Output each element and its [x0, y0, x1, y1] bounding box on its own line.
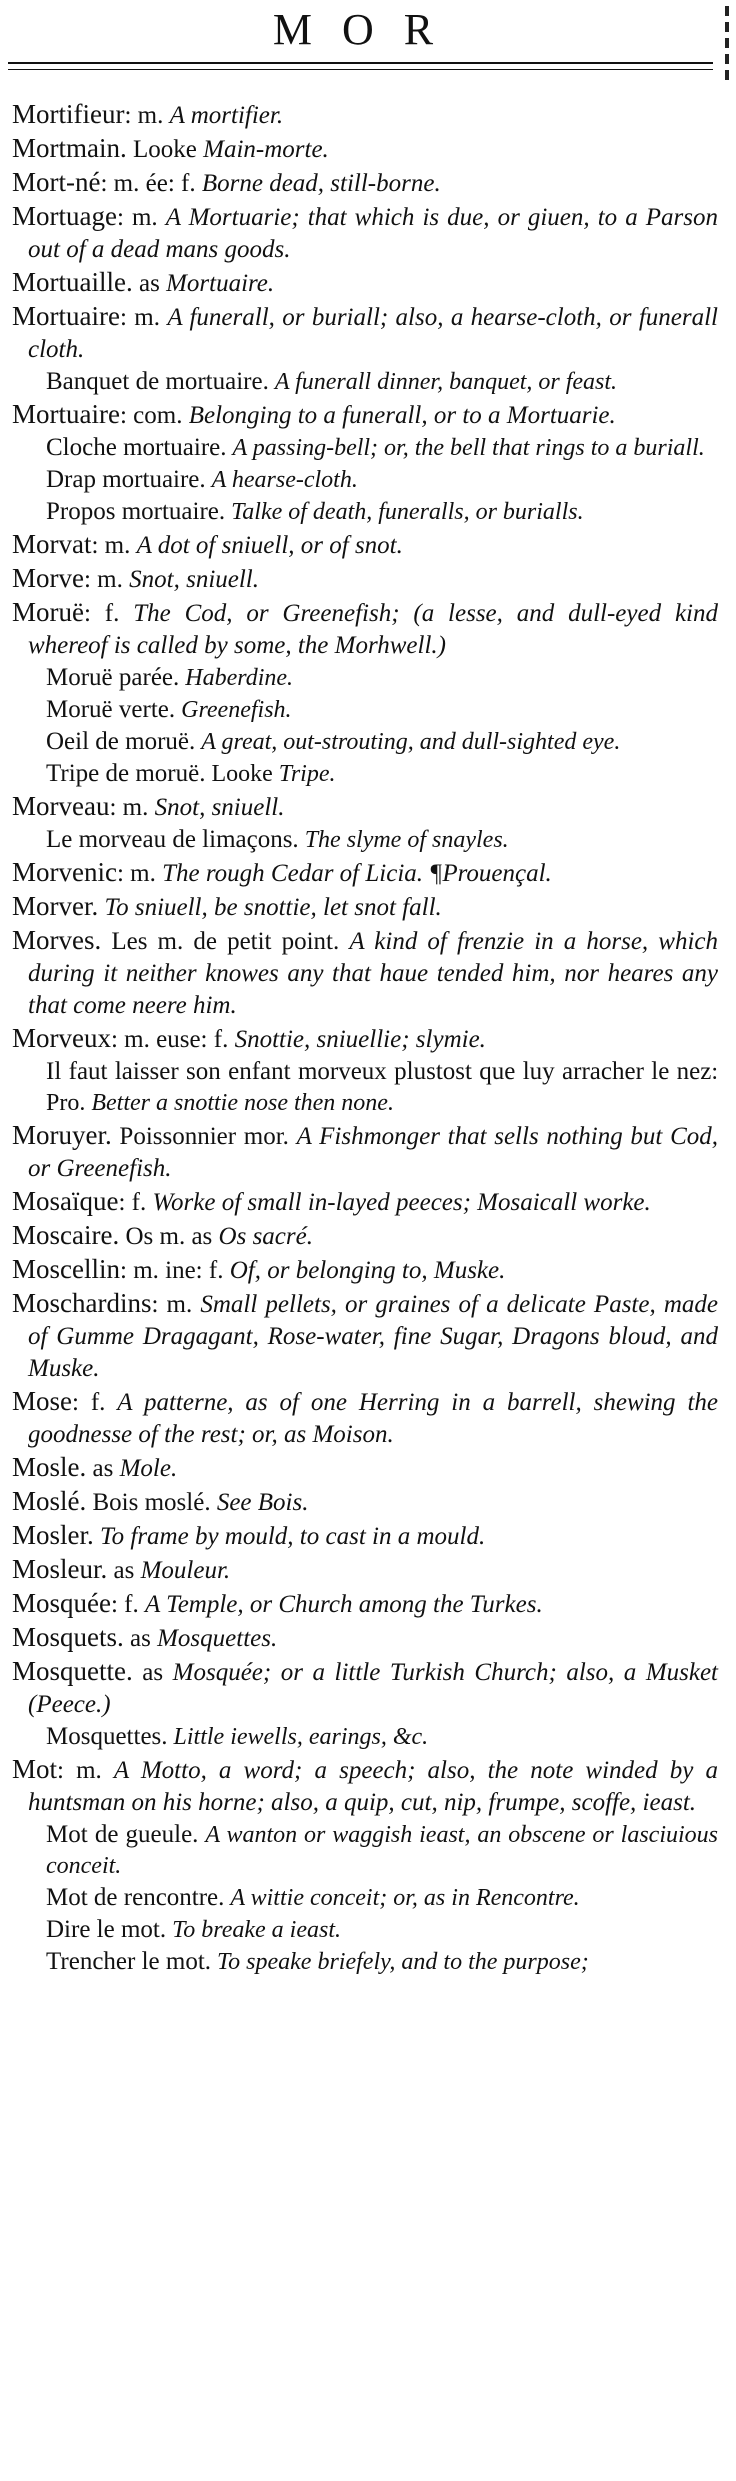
sub-entry — [46, 726, 718, 758]
dictionary-entry — [12, 562, 718, 596]
sub-entry — [46, 662, 718, 694]
dictionary-entry — [12, 398, 718, 432]
dictionary-entry — [12, 528, 718, 562]
sub-entry — [46, 1914, 718, 1946]
headword: Mosle. — [12, 1452, 87, 1482]
headword: Mortuaille. — [12, 267, 133, 297]
dictionary-entry — [12, 166, 718, 200]
sub-entry — [46, 1819, 718, 1882]
grammar-label: as — [86, 1455, 120, 1482]
headword: Mortuaire — [12, 399, 120, 429]
grammar-label: as — [123, 1625, 158, 1652]
sub-entry — [46, 1721, 718, 1753]
dictionary-entry — [12, 1621, 718, 1655]
dictionary-entry — [12, 1119, 718, 1185]
dictionary-entry — [12, 1253, 718, 1287]
definition: A dot of sniuell, or of snot. — [136, 532, 403, 559]
sub-entry — [46, 366, 718, 398]
definition: Haberdine. — [185, 665, 294, 691]
dictionary-entry — [12, 1185, 718, 1219]
definition: Little iewells, earings, &c. — [173, 1724, 429, 1750]
headword: Mose — [12, 1386, 72, 1416]
headword: Morvenic — [12, 857, 117, 887]
definition: Worke of small in-layed peeces; Mosaicall worke. — [152, 1189, 651, 1216]
grammar-label: : m. ée: f. — [100, 170, 202, 197]
dictionary-entry — [12, 1219, 718, 1253]
headword: Moscellin — [12, 1254, 120, 1284]
definition: See Bois. — [216, 1489, 309, 1516]
grammar-label: : f. — [83, 600, 134, 627]
headword: Moruë — [12, 597, 84, 627]
grammar-label: as — [132, 1659, 173, 1686]
headword: Mosquettes. — [46, 1723, 168, 1750]
sub-entry — [46, 1946, 718, 1978]
headword: Mosaïque — [12, 1186, 119, 1216]
definition: Snot, sniuell. — [154, 794, 285, 821]
definition: A wanton or waggish ieast, an obscene or lasciuious conceit. — [46, 1822, 718, 1879]
definition: Main-morte. — [203, 136, 329, 163]
headword: Le morveau de limaçons. — [46, 826, 299, 853]
dictionary-entry — [12, 1485, 718, 1519]
sub-entry — [46, 1882, 718, 1914]
headword: Mortmain. — [12, 133, 127, 163]
headword: Drap mortuaire. — [46, 466, 206, 493]
headword: Mortuage — [12, 201, 117, 231]
grammar-label: : m. — [91, 532, 137, 559]
grammar-label: : f. — [72, 1389, 118, 1416]
headword: Mortuaire — [12, 301, 120, 331]
headword: Moruyer. — [12, 1120, 112, 1150]
page-header: MOR — [272, 5, 464, 54]
headword: Il faut laisser son enfant morveux plustost que luy arracher le nez — [46, 1058, 712, 1085]
grammar-label: : m. — [116, 204, 166, 231]
dictionary-entry — [12, 1655, 718, 1721]
grammar-label: : m. — [119, 304, 168, 331]
headword: Mot — [12, 1754, 58, 1784]
definition: A wittie conceit; or, as in Rencontre. — [230, 1885, 580, 1911]
header-rule — [8, 62, 713, 64]
definition: A patterne, as of one Herring in a barrell, shewing the goodnesse of the rest; or, as Moison. — [28, 1389, 718, 1448]
definition: Mole. — [119, 1455, 178, 1482]
dictionary-entry — [12, 1553, 718, 1587]
definition: Talke of death, funeralls, or burialls. — [231, 499, 584, 525]
grammar-label: : f. — [118, 1189, 153, 1216]
dictionary-entry — [12, 790, 718, 824]
grammar-label: Looke — [205, 761, 279, 787]
definition: Mouleur. — [140, 1557, 231, 1584]
definition: A funerall dinner, banquet, or feast. — [274, 369, 618, 395]
headword: Mort-né — [12, 167, 101, 197]
headword: Moruë verte. — [46, 696, 176, 723]
headword: Propos mortuaire. — [46, 498, 226, 525]
headword: Banquet de mortuaire. — [46, 368, 269, 395]
dictionary-entry — [12, 1287, 718, 1385]
grammar-label: : f. — [110, 1591, 146, 1618]
grammar-label: Les m. de petit point. — [101, 928, 350, 955]
definition: Snot, sniuell. — [129, 566, 259, 593]
grammar-label: : Pro. — [46, 1059, 718, 1116]
headword: Mortifieur — [12, 99, 125, 129]
definition: Small pellets, or graines of a delicate Paste, made of Gumme Dragagant, Rose-water, fine Sugar, Dragons bloud, and Muske. — [28, 1291, 718, 1382]
definition: A Mortuarie; that which is due, or giuen, to a Parson out of a dead mans goods. — [28, 204, 718, 263]
dictionary-entry — [12, 200, 718, 266]
definition: The Cod, or Greenefish; (a lesse, and dull-eyed kind whereof is called by some, the Morhwell.) — [28, 600, 718, 659]
sub-entry — [46, 694, 718, 726]
grammar-label: Os m. as — [119, 1223, 219, 1250]
definition: Mortuaire. — [166, 270, 275, 297]
dictionary-entry — [12, 1451, 718, 1485]
headword: Oeil de moruë. — [46, 728, 196, 755]
definition: A Fishmonger that sells nothing but Cod, or Greenefish. — [28, 1123, 718, 1182]
header-rule-thin — [8, 69, 713, 70]
dictionary-entry — [12, 1753, 718, 1819]
grammar-label: Poissonnier mor. — [111, 1123, 297, 1150]
grammar-label: : m. — [109, 794, 155, 821]
grammar-label: : m. ine: f. — [120, 1257, 230, 1284]
sub-entry — [46, 824, 718, 856]
headword: Morveau — [12, 791, 110, 821]
definition: A passing-bell; or, the bell that rings to a buriall. — [232, 435, 705, 461]
dictionary-entry — [12, 98, 718, 132]
definition: Snottie, sniuellie; slymie. — [234, 1026, 486, 1053]
grammar-label: as — [107, 1557, 141, 1584]
definition: The rough Cedar of Licia. ¶Prouençal. — [162, 860, 552, 887]
grammar-label: Looke — [126, 136, 204, 163]
definition: The slyme of snayles. — [304, 827, 509, 853]
dictionary-entry — [12, 856, 718, 890]
definition: Os sacré. — [218, 1223, 313, 1250]
headword: Morves. — [12, 925, 102, 955]
definition: To sniuell, be snottie, let snot fall. — [104, 894, 442, 921]
grammar-label: : m. — [151, 1291, 201, 1318]
sub-entry — [46, 464, 718, 496]
headword: Tripe de moruë. — [46, 760, 206, 787]
dictionary-entry — [12, 1022, 718, 1056]
headword: Morver. — [12, 891, 99, 921]
headword: Trencher le mot. — [46, 1948, 212, 1975]
definition: Mosquettes. — [157, 1625, 278, 1652]
definition: Of, or belonging to, Muske. — [229, 1257, 506, 1284]
dictionary-entry — [12, 596, 718, 662]
headword: Moruë parée. — [46, 664, 180, 691]
definition: A mortifier. — [169, 102, 284, 129]
definition: Belonging to a funerall, or to a Mortuarie. — [188, 402, 616, 429]
grammar-label: as — [132, 270, 167, 297]
grammar-label: : com. — [119, 402, 189, 429]
dictionary-entry — [12, 1519, 718, 1553]
headword: Mosquets. — [12, 1622, 124, 1652]
definition: A great, out-strouting, and dull-sighted eye. — [201, 729, 621, 755]
definition: To speake briefely, and to the purpose; — [217, 1949, 589, 1975]
grammar-label: : m. — [116, 860, 163, 887]
grammar-label: : m. — [57, 1757, 114, 1784]
definition: A Temple, or Church among the Turkes. — [145, 1591, 543, 1618]
headword: Mot de rencontre. — [46, 1884, 225, 1911]
headword: Morve — [12, 563, 84, 593]
dictionary-entry — [12, 924, 718, 1022]
definition: Better a snottie nose then none. — [91, 1090, 394, 1116]
definition: To frame by mould, to cast in a mould. — [100, 1523, 486, 1550]
headword: Mot de gueule. — [46, 1821, 199, 1848]
headword: Moscaire. — [12, 1220, 120, 1250]
dictionary-entry — [12, 890, 718, 924]
definition: To breake a ieast. — [172, 1917, 341, 1943]
headword: Moschardins — [12, 1288, 152, 1318]
dictionary-entry — [12, 1587, 718, 1621]
dictionary-entry — [12, 300, 718, 366]
grammar-label: : m. euse: f. — [110, 1026, 235, 1053]
definition: A funerall, or buriall; also, a hearse-cloth, or funerall cloth. — [28, 304, 718, 363]
dictionary-entry — [12, 1385, 718, 1451]
grammar-label: : m. — [124, 102, 170, 129]
headword: Cloche mortuaire. — [46, 434, 227, 461]
definition: Tripe. — [278, 761, 336, 787]
definition: A hearse-cloth. — [211, 467, 358, 493]
headword: Dire le mot. — [46, 1916, 167, 1943]
definition: Greenefish. — [181, 697, 292, 723]
headword: Moslé. — [12, 1486, 87, 1516]
sub-entry — [46, 758, 718, 790]
headword: Mosleur. — [12, 1554, 108, 1584]
grammar-label: : m. — [83, 566, 130, 593]
headword: Morvat — [12, 529, 92, 559]
sub-entry — [46, 432, 718, 464]
definition: A kind of frenzie in a horse, which during it neither knowes any that haue tended him, nor heares any that come neere him. — [28, 928, 718, 1019]
margin-marks — [720, 0, 734, 120]
definition: A Motto, a word; a speech; also, the note winded by a huntsman on his horne; also, a quip, cut, nip, frumpe, scoffe, ieast. — [28, 1757, 718, 1816]
dictionary-entry — [12, 266, 718, 300]
headword: Mosler. — [12, 1520, 94, 1550]
grammar-label: Bois moslé. — [86, 1489, 217, 1516]
headword: Mosquette. — [12, 1656, 133, 1686]
definition: Mosquée; or a little Turkish Church; also, a Musket (Peece.) — [28, 1659, 719, 1718]
dictionary-entry — [12, 132, 718, 166]
sub-entry — [46, 1056, 718, 1119]
headword: Morveux — [12, 1023, 111, 1053]
entry-list — [12, 98, 718, 1978]
headword: Mosquée — [12, 1588, 111, 1618]
sub-entry — [46, 496, 718, 528]
definition: Borne dead, still-borne. — [201, 170, 441, 197]
